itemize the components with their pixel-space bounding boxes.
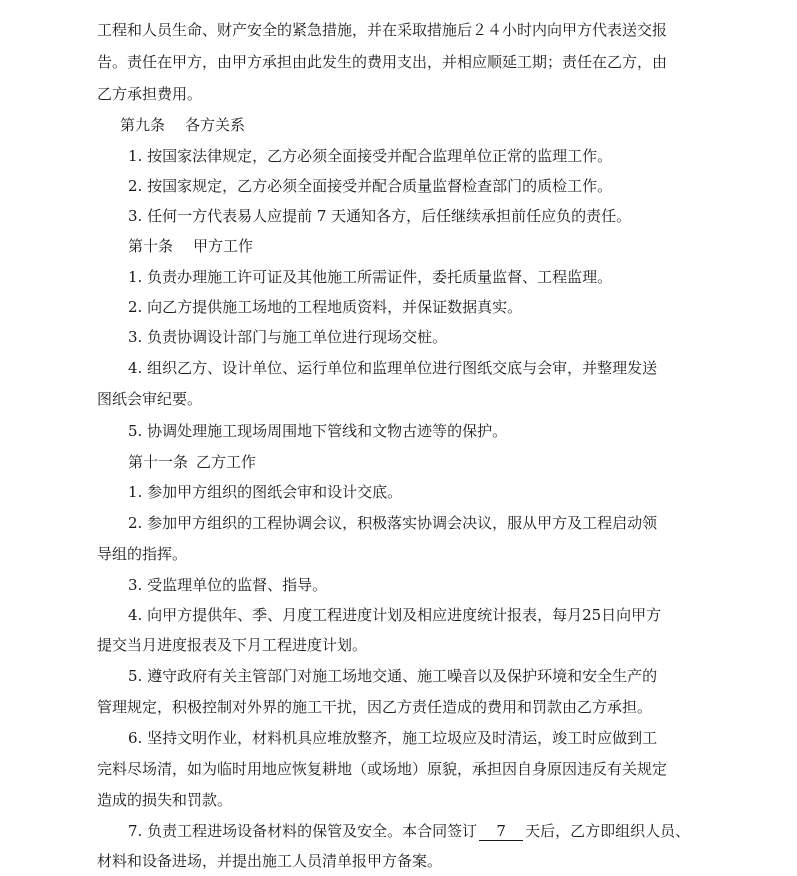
list-item: 1. 按国家法律规定，乙方必须全面接受并配合监理单位正常的监理工作。 [128,147,613,165]
body-line: 告。责任在甲方，由甲方承担由此发生的费用支出，并相应顺延工期；责任在乙方，由 [97,53,668,71]
body-line: 提交当月进度报表及下月工程进度计划。 [97,636,368,654]
list-item: 4. 组织乙方、设计单位、运行单位和监理单位进行图纸交底与会审，并整理发送 [128,359,658,377]
list-item: 7. 负责工程进场设备材料的保管及安全。本合同签订 7 天后，乙方即组织人员、 [128,822,691,840]
body-line: 材料和设备进场，并提出施工人员清单报甲方备案。 [97,852,443,870]
list-item: 3. 负责协调设计部门与施工单位进行现场交桩。 [128,328,448,346]
body-line: 图纸会审纪要。 [97,390,203,408]
body-line: 工程和人员生命、财产安全的紧急措施，并在采取措施后２４小时内向甲方代表送交报 [97,21,668,39]
list-item: 1. 参加甲方组织的图纸会审和设计交底。 [128,483,403,501]
body-line: 管理规定，积极控制对外界的施工干扰，因乙方责任造成的费用和罚款由乙方承担。 [97,698,653,716]
body-line: 完料尽场清，如为临时用地应恢复耕地（或场地）原貌，承担因自身原因违反有关规定 [97,760,668,778]
list-item: 2. 参加甲方组织的工程协调会议，积极落实协调会决议，服从甲方及工程启动领 [128,514,658,532]
list-item: 1. 负责办理施工许可证及其他施工所需证件，委托质量监督、工程监理。 [128,268,613,286]
list-item: 5. 协调处理施工现场周围地下管线和文物古迹等的保护。 [128,422,508,440]
list-item: 2. 按国家规定，乙方必须全面接受并配合质量监督检查部门的质检工作。 [128,177,613,195]
body-line: 导组的指挥。 [97,545,188,563]
list-item: 3. 任何一方代表易人应提前 7 天通知各方，后任继续承担前任应负的责任。 [128,207,632,225]
article-heading: 第九条 各方关系 [120,116,246,134]
list-item: 3. 受监理单位的监督、指导。 [128,576,328,594]
article-heading: 第十条 甲方工作 [128,237,254,255]
list-item: 5. 遵守政府有关主管部门对施工场地交通、施工噪音以及保护环境和安全生产的 [128,667,658,685]
list-item: 2. 向乙方提供施工场地的工程地质资料，并保证数据真实。 [128,298,523,316]
body-line: 造成的损失和罚款。 [97,791,233,809]
body-line: 乙方承担费用。 [97,85,203,103]
article-heading: 第十一条 乙方工作 [128,453,257,471]
list-item: 6. 坚持文明作业，材料机具应堆放整齐，施工垃圾应及时清运，竣工时应做到工 [128,729,658,747]
list-item: 4. 向甲方提供年、季、月度工程进度计划及相应进度统计报表，每月25日向甲方 [128,606,662,624]
underlined-days: 7 [479,822,523,841]
